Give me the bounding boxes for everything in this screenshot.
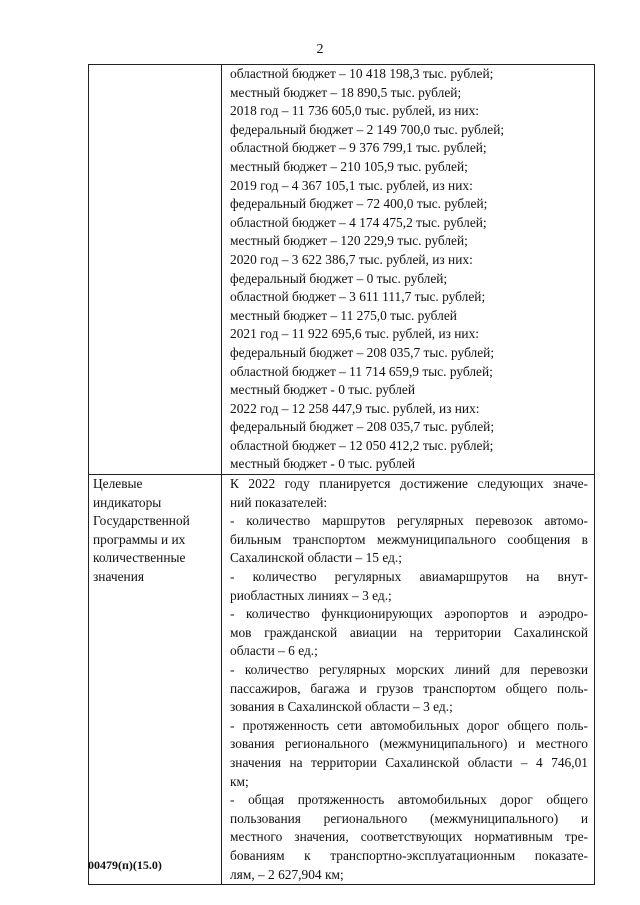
financing-line: федеральный бюджет – 72 400,0 тыс. рублей; <box>230 196 488 212</box>
indicator-line: зования в Сахалинской области – 3 ед.; <box>230 699 453 715</box>
financing-line: федеральный бюджет – 0 тыс. рублей; <box>230 270 448 286</box>
financing-line: местный бюджет - 0 тыс. рублей <box>230 456 416 472</box>
financing-line: 2021 год – 11 922 695,6 тыс. рублей, из них: <box>230 326 479 342</box>
indicator-line: бованиям к транспортно-эксплуатационным показате- <box>230 847 588 863</box>
financing-line: местный бюджет – 210 105,9 тыс. рублей; <box>230 158 468 174</box>
indicator-line: - количество регулярных авиамаршрутов на внут- <box>230 569 588 585</box>
financing-line: федеральный бюджет – 2 149 700,0 тыс. рублей; <box>230 121 505 137</box>
indicator-line: - протяженность сети автомобильных дорог общего поль- <box>230 717 588 733</box>
indicators-label-line: программы и их <box>93 531 186 547</box>
indicators-label-cell <box>89 475 222 885</box>
financing-line: областной бюджет – 4 174 475,2 тыс. рублей; <box>230 214 487 230</box>
indicator-line: лям, – 2 627,904 км; <box>230 866 344 882</box>
financing-line: 2020 год – 3 622 386,7 тыс. рублей, из них: <box>230 251 473 267</box>
financing-label-cell <box>89 65 222 475</box>
indicator-line: - общая протяженность автомобильных дорог общего <box>230 792 588 808</box>
financing-line: местный бюджет – 18 890,5 тыс. рублей; <box>230 84 462 100</box>
indicator-line: бильным транспортом межмуниципального сообщения в <box>230 531 588 547</box>
page-number: 2 <box>316 42 324 57</box>
indicator-line: значения на территории Сахалинской области – 4 746,01 <box>230 754 588 770</box>
financing-line: областной бюджет – 9 376 799,1 тыс. рублей; <box>230 140 487 156</box>
indicator-line: ний показателей: <box>230 494 328 510</box>
indicator-line: К 2022 году планируется достижение следующих значе- <box>230 476 588 492</box>
financing-row <box>89 65 595 475</box>
indicators-label-line: количественные <box>93 550 186 566</box>
indicator-line: пользования регионального (межмуниципального) и <box>230 810 588 826</box>
indicator-line: - количество регулярных морских линий для перевозки <box>230 662 588 677</box>
indicator-line: мов гражданской авиации на территории Сахалинской <box>230 624 588 640</box>
indicators-row <box>89 475 595 885</box>
passport-table <box>88 64 595 885</box>
indicator-line: - количество функционирующих аэропортов и аэродро- <box>230 606 588 622</box>
indicator-line: области – 6 ед.; <box>230 643 318 659</box>
financing-line: областной бюджет – 11 714 659,9 тыс. рублей; <box>230 363 493 379</box>
indicators-label-line: индикаторы <box>93 494 162 510</box>
indicators-label-line: Целевые <box>93 476 143 492</box>
indicators-cell <box>222 475 595 885</box>
financing-line: федеральный бюджет – 208 035,7 тыс. рублей; <box>230 344 495 360</box>
financing-line: 2019 год – 4 367 105,1 тыс. рублей, из них: <box>230 177 473 193</box>
document-code: 00479(п)(15.0) <box>88 858 162 872</box>
financing-line: областной бюджет – 10 418 198,3 тыс. рублей; <box>230 66 494 81</box>
indicator-line: - количество маршрутов регулярных перевозок автомо- <box>230 513 588 529</box>
financing-line: 2018 год – 11 736 605,0 тыс. рублей, из них: <box>230 103 479 119</box>
indicator-line: местного значения, соответствующих нормативным тре- <box>230 829 588 845</box>
financing-line: федеральный бюджет – 208 035,7 тыс. рублей; <box>230 419 495 435</box>
indicators-label-line: Государственной <box>93 513 190 529</box>
indicator-line: км; <box>230 773 249 789</box>
financing-line: 2022 год – 12 258 447,9 тыс. рублей, из них: <box>230 400 480 416</box>
indicator-line: риобластных линиях – 3 ед.; <box>230 587 392 603</box>
financing-line: местный бюджет - 0 тыс. рублей <box>230 382 416 398</box>
financing-cell <box>222 65 595 475</box>
financing-line: областной бюджет – 3 611 111,7 тыс. рублей; <box>230 289 486 305</box>
financing-line: местный бюджет – 120 229,9 тыс. рублей; <box>230 233 468 249</box>
indicator-line: Сахалинской области – 15 ед.; <box>230 550 402 566</box>
indicators-label-line: значения <box>93 569 145 585</box>
indicator-line: зования регионального (межмуниципального) и местного <box>230 736 588 752</box>
indicator-line: пассажиров, багажа и грузов транспортом общего поль- <box>230 680 588 696</box>
financing-line: местный бюджет – 11 275,0 тыс. рублей <box>230 307 457 323</box>
financing-line: областной бюджет – 12 050 412,2 тыс. рублей; <box>230 437 494 453</box>
